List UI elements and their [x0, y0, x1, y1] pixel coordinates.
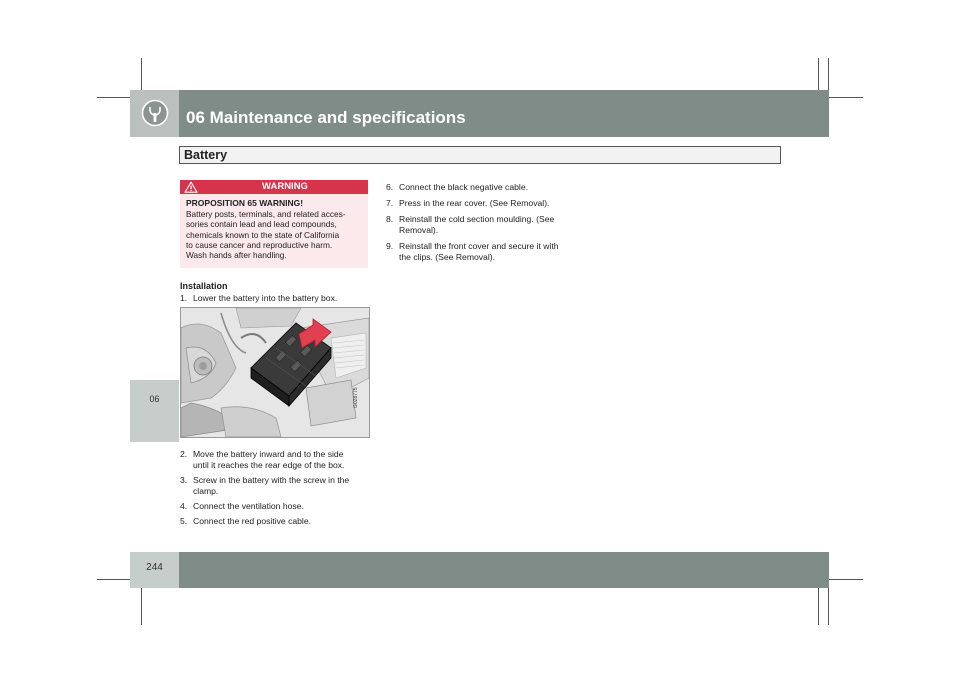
- step-text: [193, 501, 378, 512]
- step-text: [193, 293, 378, 304]
- step-line: Removal).: [399, 224, 439, 235]
- chapter-title: 06 Maintenance and specifications: [186, 108, 466, 127]
- crop-mark: [828, 579, 863, 580]
- step-line: clamp.: [193, 485, 219, 496]
- step-line: Press in the rear cover. (See Removal).: [399, 198, 550, 208]
- step-text: [399, 241, 594, 263]
- wrench-maintenance-icon: [141, 99, 169, 127]
- step-line: Reinstall the cold section moulding. (See: [399, 214, 555, 224]
- warning-body-line: sories contain lead and lead compounds,: [186, 219, 337, 230]
- warning-body-line: to cause cancer and reproductive harm.: [186, 239, 333, 250]
- warning-body-line: Wash hands after handling.: [186, 250, 287, 261]
- step-text: [193, 475, 378, 497]
- battery-engine-drawing: [181, 308, 369, 437]
- step-line: until it reaches the rear edge of the box.: [193, 459, 345, 470]
- step-number: 3.: [180, 475, 188, 485]
- warning-label: WARNING: [262, 181, 308, 192]
- warning-header: [180, 180, 368, 194]
- step-number: 8.: [386, 214, 394, 224]
- installation-heading: Installation: [180, 281, 228, 291]
- step-text: [399, 198, 594, 209]
- step-line: Connect the ventilation hose.: [193, 501, 304, 511]
- crop-mark: [828, 585, 829, 625]
- step-number: 4.: [180, 501, 188, 511]
- step-line: Connect the red positive cable.: [193, 516, 311, 526]
- step-text: [399, 182, 594, 193]
- warning-box: [180, 180, 368, 268]
- step-text: [399, 214, 594, 236]
- step-number: 5.: [180, 516, 188, 526]
- warning-title: PROPOSITION 65 WARNING!: [186, 198, 304, 208]
- step-number: 2.: [180, 449, 188, 459]
- step-line: Reinstall the front cover and secure it with: [399, 241, 559, 251]
- step-number: 7.: [386, 198, 394, 208]
- section-title: Battery: [184, 148, 228, 162]
- step-line: Move the battery inward and to the side: [193, 449, 344, 459]
- footer-band: [179, 552, 829, 588]
- warning-body-line: chemicals known to the state of California: [186, 229, 340, 240]
- step-text: [193, 516, 378, 527]
- step-number: 6.: [386, 182, 394, 192]
- step-number: 1.: [180, 293, 188, 303]
- step-line: Lower the battery into the battery box.: [193, 293, 338, 303]
- step-line: the clips. (See Removal).: [399, 251, 495, 262]
- page-number-cell: [130, 552, 179, 588]
- battery-illustration: [180, 307, 370, 438]
- warning-body: [186, 209, 366, 260]
- step-line: Screw in the battery with the screw in the: [193, 475, 350, 485]
- crop-mark: [828, 97, 863, 98]
- step-number: 9.: [386, 241, 394, 251]
- step-text: [193, 449, 378, 471]
- warning-body-line: Battery posts, terminals, and related acces-: [186, 209, 346, 219]
- section-bar: [179, 146, 781, 164]
- warning-triangle-icon: [184, 181, 198, 193]
- page-number: 244: [146, 562, 163, 573]
- chapter-tab-label: 06: [149, 394, 160, 404]
- chapter-tab: [130, 380, 179, 442]
- figure-code: G028775: [353, 387, 359, 408]
- step-line: Connect the black negative cable.: [399, 182, 528, 192]
